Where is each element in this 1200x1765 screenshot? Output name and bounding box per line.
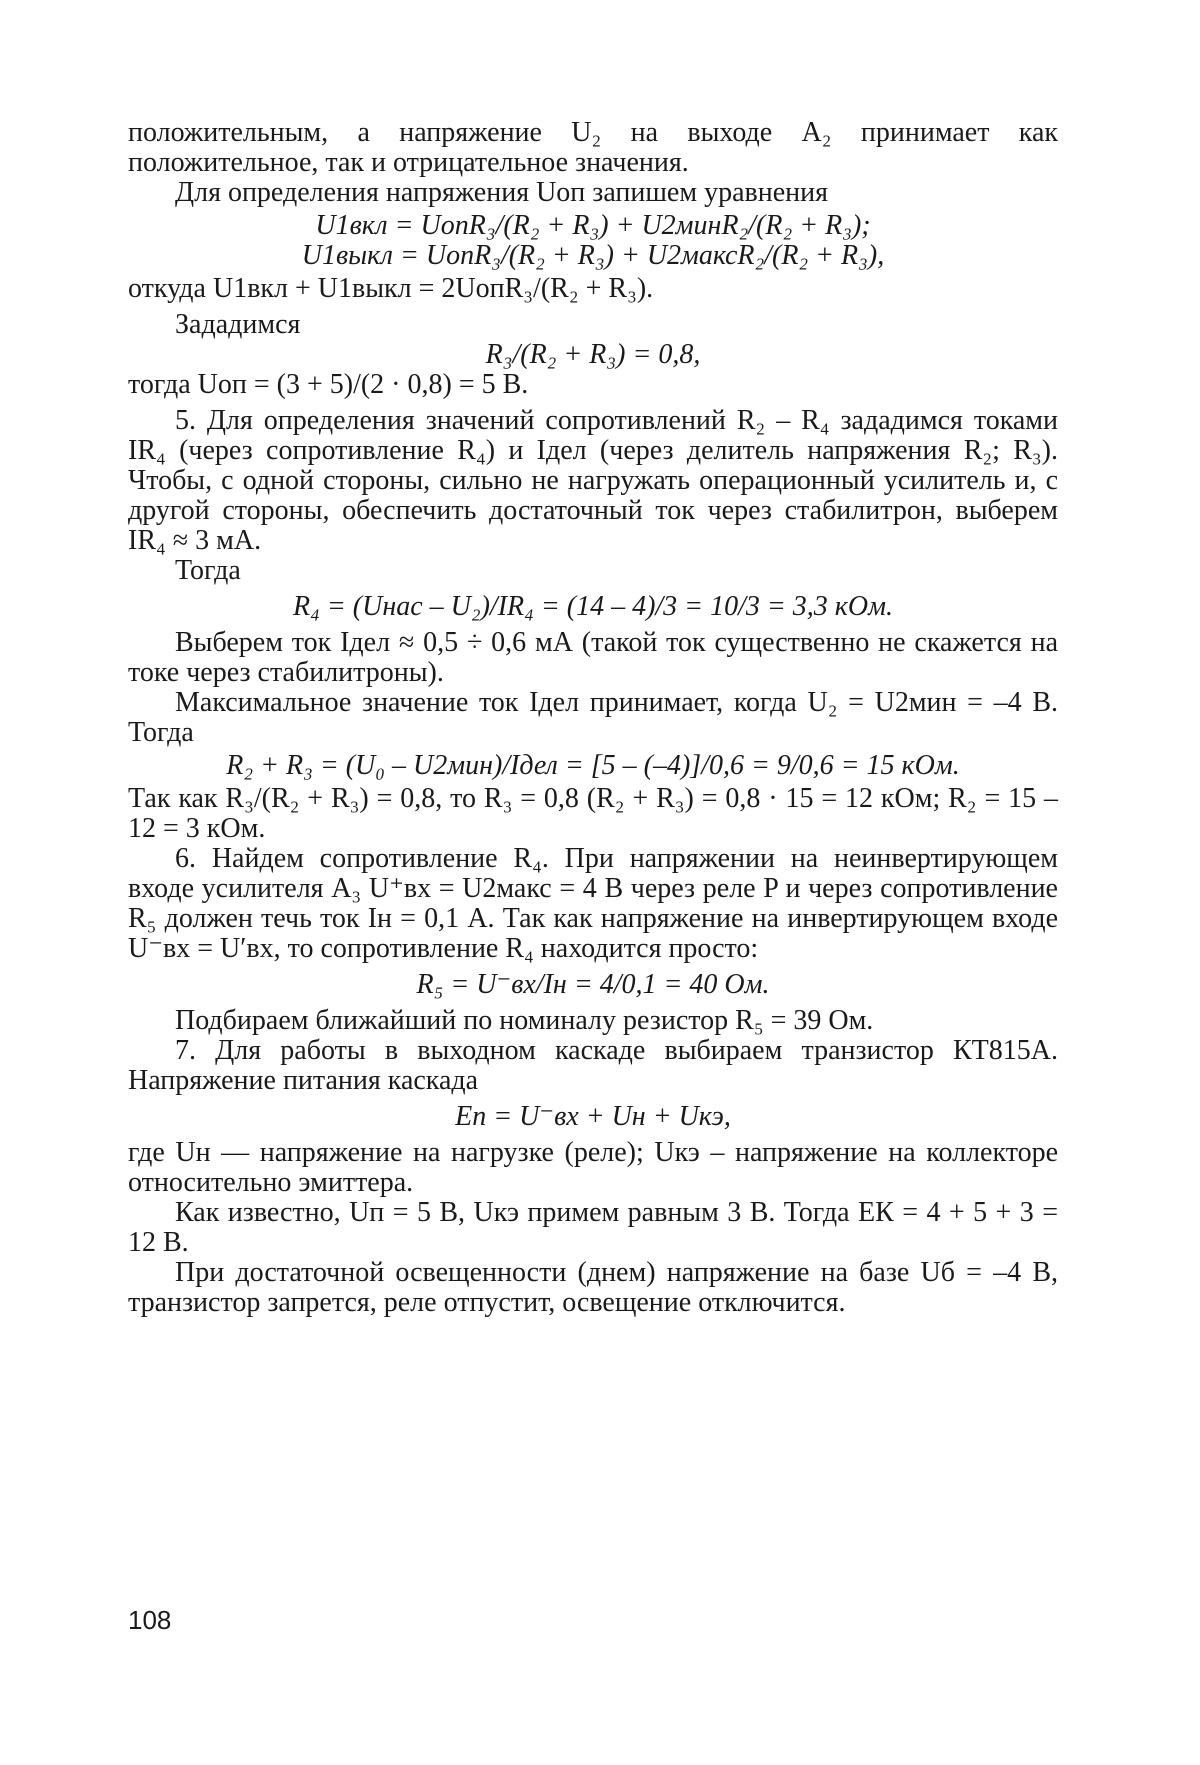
formula-r4: R₄ = (Uнас – U₂)/IR₄ = (14 – 4)/3 = 10/3 = 3,3 кОм. — [293, 591, 893, 622]
formula-r5: R₅ = U⁻вх/Iн = 4/0,1 = 40 Ом. — [416, 969, 770, 1000]
paragraph-then-uop: тогда Uоп = (3 + 5)/(2 · 0,8) = 5 В. — [128, 369, 529, 400]
paragraph-max-current: Максимальное значение ток Iдел принимает, когда U₂ = U2мин = –4 В. Тогда — [128, 687, 1058, 748]
paragraph-whence: откуда U1вкл + U1выкл = 2UопR₃/(R₂ + R₃). — [128, 273, 654, 304]
paragraph-where: где Uн — напряжение на нагрузке (реле); Uкэ – напряжение на коллекторе относительно эмиттера. — [128, 1137, 1058, 1198]
formula-ep: Eп = U⁻вх + Uн + Uкэ, — [455, 1101, 731, 1132]
paragraph-step-7: 7. Для работы в выходном каскаде выбираем транзистор КТ815А. Напряжение питания каскада — [128, 1035, 1058, 1096]
formula-u1-on: U1вкл = UопR₃/(R₂ + R₃) + U2минR₂/(R₂ + R₃); — [315, 210, 871, 241]
paragraph-step-6: 6. Найдем сопротивление R₄. При напряжении на неинвертирующем входе усилителя A₃ U⁺вх = U2макс = 4 В через реле P и через сопротивление R₅ должен течь ток Iн = 0,1 А. Так как напряжение на инвертирующем входе U⁻вх = U′вх, то сопротивление R₄ находится просто: — [128, 843, 1058, 964]
paragraph-known: Как известно, Uп = 5 В, Uкэ примем равным 3 В. Тогда EК = 4 + 5 + 3 = 12 В. — [128, 1197, 1058, 1258]
page-number: 108 — [128, 1605, 172, 1635]
formula-r2-r3: R₂ + R₃ = (U₀ – U2мин)/Iдел = [5 – (–4)]/0,6 = 9/0,6 = 15 кОм. — [226, 750, 960, 781]
paragraph-resistor-choice: Подбираем ближайший по номиналу резистор R₅ = 39 Ом. — [175, 1005, 874, 1036]
paragraph-since: Так как R₃/(R₂ + R₃) = 0,8, то R₃ = 0,8 (R₂ + R₃) = 0,8 · 15 = 12 кОм; R₂ = 15 – 12 = 3 кОм. — [128, 783, 1058, 844]
page-body — [128, 118, 1058, 1318]
paragraph-intro: положительным, а напряжение U₂ на выходе A₂ принимает как положительное, так и отрицательное значения. — [128, 117, 1058, 178]
paragraph-set: Зададимся — [175, 309, 301, 340]
paragraph-daylight: При достаточной освещенности (днем) напряжение на базе Uб = –4 В, транзистор запрется, реле отпустит, освещение отключится. — [128, 1257, 1058, 1318]
paragraph-idel: Выберем ток Iдел ≈ 0,5 ÷ 0,6 мА (такой ток существенно не скажется на токе через стабилитроны). — [128, 627, 1058, 688]
paragraph-uop-intro: Для определения напряжения Uоп запишем уравнения — [175, 177, 828, 208]
formula-ratio: R₃/(R₂ + R₃) = 0,8, — [485, 339, 701, 370]
paragraph-then: Тогда — [175, 555, 241, 586]
formula-u1-off: U1выкл = UопR₃/(R₂ + R₃) + U2максR₂/(R₂ + R₃), — [301, 240, 885, 271]
paragraph-step-5: 5. Для определения значений сопротивлений R₂ – R₄ зададимся токами IR₄ (через сопротивление R₄) и Iдел (через делитель напряжения R₂; R₃). Чтобы, с одной стороны, сильно не нагружать операционный усилитель и, с другой стороны, обеспечить достаточный ток через стабилитрон, выберем IR₄ ≈ 3 мА. — [128, 405, 1058, 556]
